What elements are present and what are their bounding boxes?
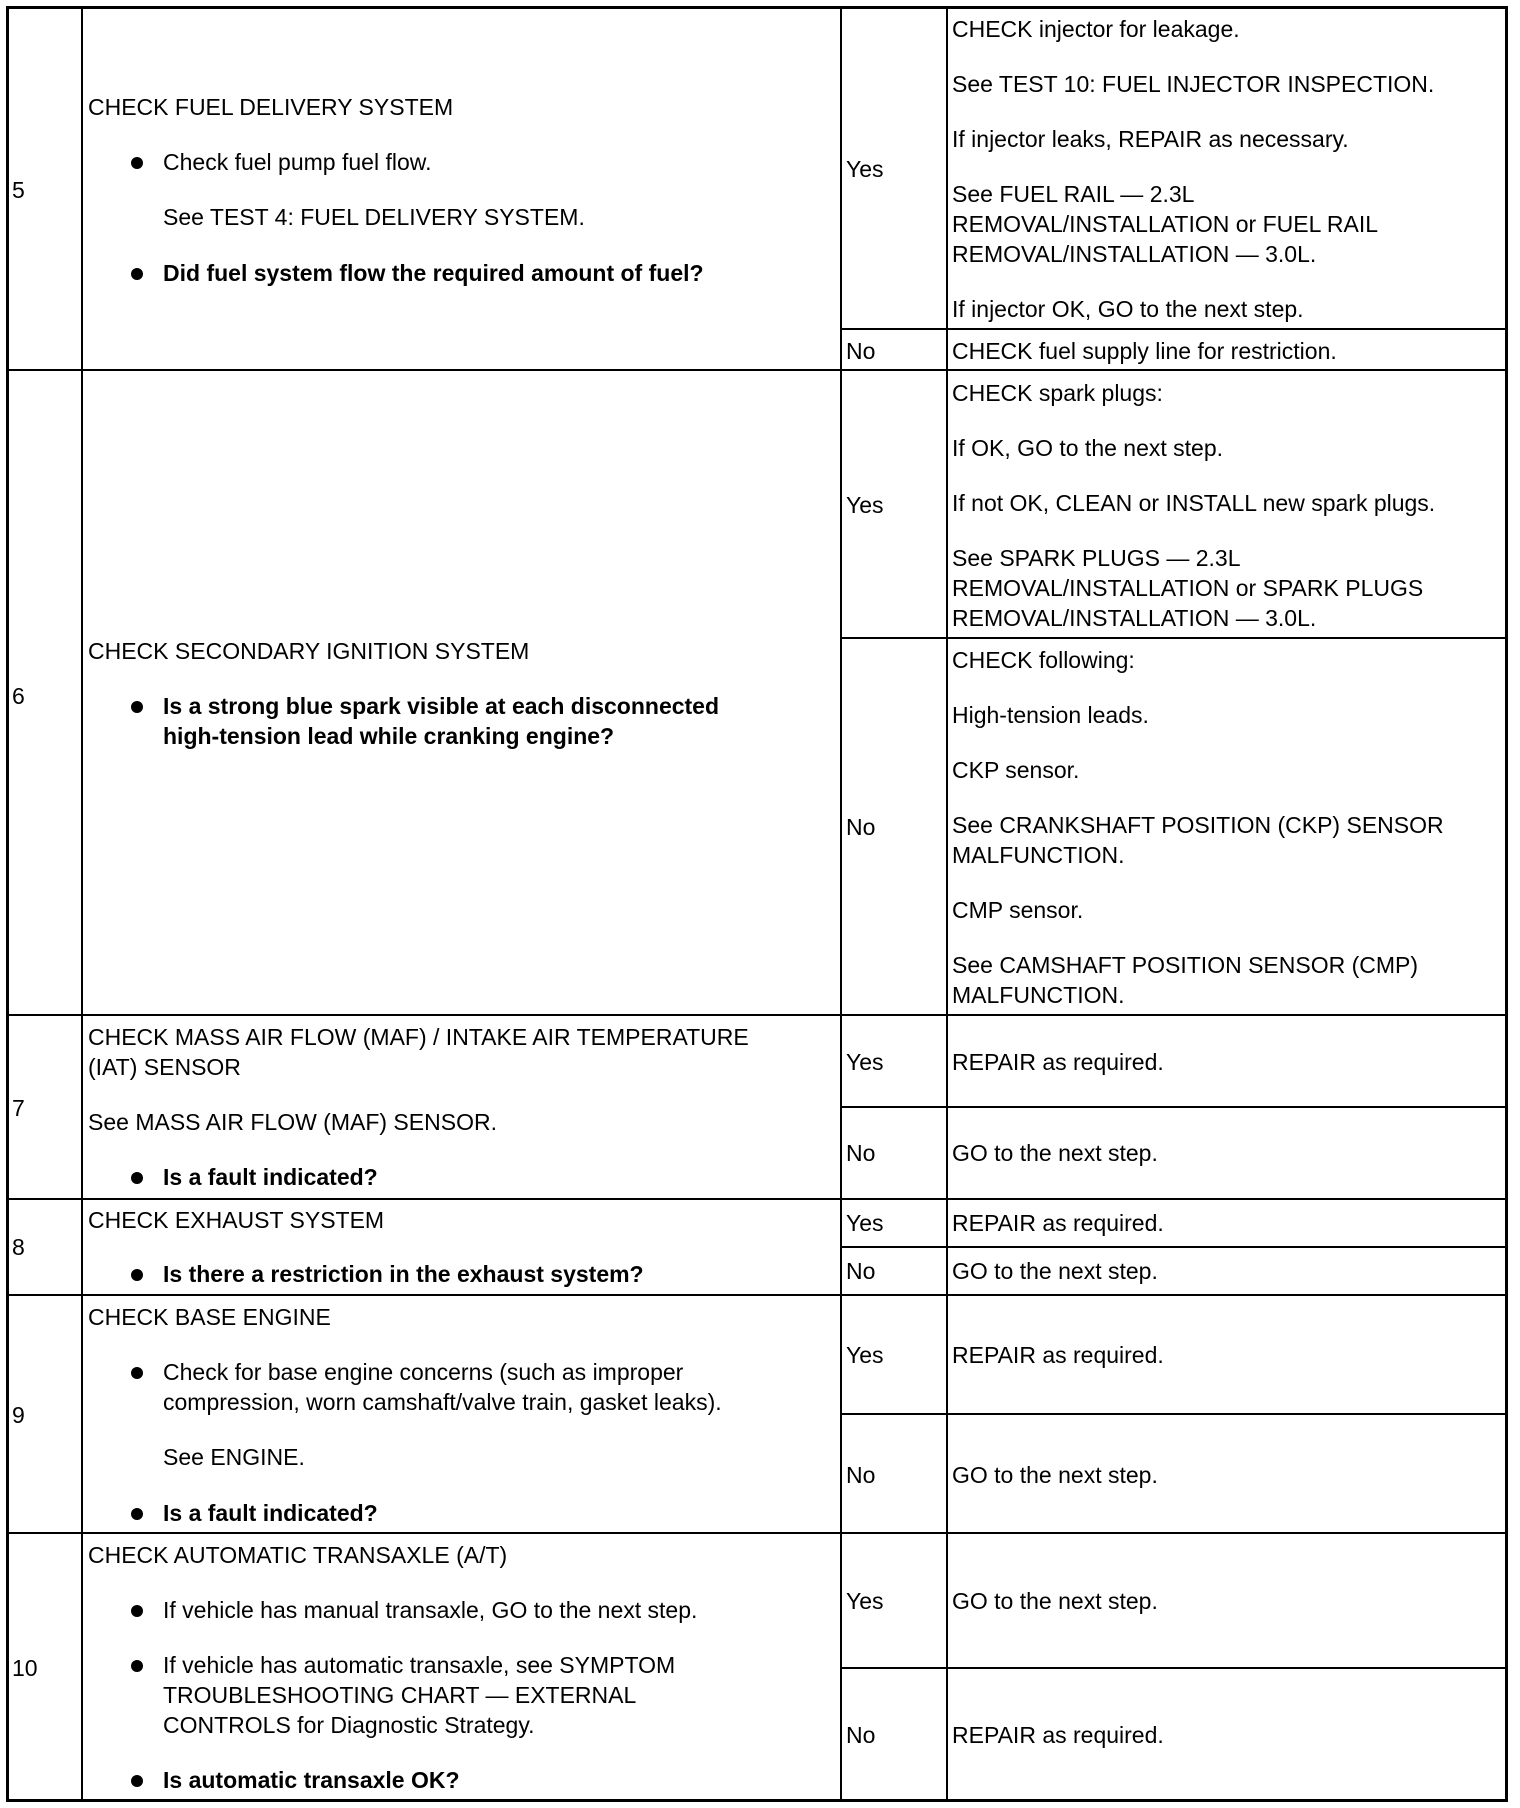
step-title: CHECK MASS AIR FLOW (MAF) / INTAKE AIR TEMPERATURE — [88, 1024, 749, 1050]
yes-label: Yes — [846, 1342, 884, 1368]
yes-action: If not OK, CLEAN or INSTALL new spark plugs. — [952, 490, 1436, 516]
yes-label: Yes — [846, 1588, 884, 1614]
yes-action: See FUEL RAIL — 2.3L — [952, 181, 1195, 207]
no-action: High-tension leads. — [952, 702, 1149, 728]
step-number: 5 — [12, 177, 25, 203]
row-divider — [6, 1014, 1508, 1016]
step-title: CHECK FUEL DELIVERY SYSTEM — [88, 94, 454, 120]
yes-action: See SPARK PLUGS — 2.3L — [952, 545, 1241, 571]
step-number: 9 — [12, 1402, 25, 1428]
no-action: CHECK following: — [952, 647, 1135, 673]
yes-action: GO to the next step. — [952, 1588, 1158, 1614]
yes-action: REMOVAL/INSTALLATION — 3.0L. — [952, 605, 1317, 631]
row-divider — [6, 1532, 1508, 1534]
step-instruction: If vehicle has automatic transaxle, see SYMPTOM — [163, 1652, 676, 1678]
answer-divider — [840, 637, 1508, 639]
no-action: REPAIR as required. — [952, 1722, 1164, 1748]
no-action: MALFUNCTION. — [952, 982, 1125, 1008]
yes-action: CHECK spark plugs: — [952, 380, 1163, 406]
step-question: high-tension lead while cranking engine? — [163, 723, 615, 749]
answer-divider — [840, 1106, 1508, 1108]
step-instruction: Check fuel pump fuel flow. — [163, 149, 432, 175]
step-instruction: compression, worn camshaft/valve train, gasket leaks). — [163, 1389, 722, 1415]
step-title: CHECK AUTOMATIC TRANSAXLE (A/T) — [88, 1542, 508, 1568]
step-number: 8 — [12, 1234, 25, 1260]
step-question: Is a fault indicated? — [163, 1164, 378, 1190]
no-action: GO to the next step. — [952, 1258, 1158, 1284]
no-label: No — [846, 1722, 876, 1748]
step-question: Is there a restriction in the exhaust system? — [163, 1261, 644, 1287]
no-action: See CRANKSHAFT POSITION (CKP) SENSOR — [952, 812, 1444, 838]
no-label: No — [846, 338, 876, 364]
row-divider — [6, 1294, 1508, 1296]
step-question: Is automatic transaxle OK? — [163, 1767, 460, 1793]
no-label: No — [846, 1140, 876, 1166]
yes-action: REMOVAL/INSTALLATION — 3.0L. — [952, 241, 1317, 267]
yes-action: See TEST 10: FUEL INJECTOR INSPECTION. — [952, 71, 1435, 97]
step-instruction: Check for base engine concerns (such as improper — [163, 1359, 684, 1385]
row-divider — [6, 369, 1508, 371]
answer-divider — [840, 1667, 1508, 1669]
step-instruction: TROUBLESHOOTING CHART — EXTERNAL — [163, 1682, 637, 1708]
bullet-icon — [131, 1605, 143, 1617]
yes-action: REPAIR as required. — [952, 1342, 1164, 1368]
step-reference: See MASS AIR FLOW (MAF) SENSOR. — [88, 1109, 497, 1135]
row-divider — [6, 1198, 1508, 1200]
bullet-icon — [131, 1508, 143, 1520]
yes-label: Yes — [846, 1210, 884, 1236]
answer-divider — [840, 328, 1508, 330]
bullet-icon — [131, 1775, 143, 1787]
step-number: 10 — [12, 1655, 38, 1681]
yes-action: If OK, GO to the next step. — [952, 435, 1224, 461]
table-border-bottom — [6, 1799, 1508, 1802]
step-title: CHECK SECONDARY IGNITION SYSTEM — [88, 638, 530, 664]
no-action: MALFUNCTION. — [952, 842, 1125, 868]
bullet-icon — [131, 157, 143, 169]
answer-divider — [840, 1413, 1508, 1415]
step-number: 7 — [12, 1095, 25, 1121]
no-action: See CAMSHAFT POSITION SENSOR (CMP) — [952, 952, 1419, 978]
step-question: Did fuel system flow the required amount of fuel? — [163, 260, 704, 286]
no-action: CHECK fuel supply line for restriction. — [952, 338, 1337, 364]
step-instruction: CONTROLS for Diagnostic Strategy. — [163, 1712, 535, 1738]
answer-divider — [840, 1246, 1508, 1248]
no-action: GO to the next step. — [952, 1462, 1158, 1488]
step-instruction: If vehicle has manual transaxle, GO to the next step. — [163, 1597, 698, 1623]
step-question: Is a fault indicated? — [163, 1500, 378, 1526]
no-label: No — [846, 814, 876, 840]
yes-action: REPAIR as required. — [952, 1210, 1164, 1236]
bullet-icon — [131, 268, 143, 280]
yes-action: If injector OK, GO to the next step. — [952, 296, 1304, 322]
bullet-icon — [131, 1172, 143, 1184]
yes-label: Yes — [846, 156, 884, 182]
yes-action: CHECK injector for leakage. — [952, 16, 1240, 42]
no-action: CMP sensor. — [952, 897, 1084, 923]
yes-action: REMOVAL/INSTALLATION or FUEL RAIL — [952, 211, 1379, 237]
no-action: GO to the next step. — [952, 1140, 1158, 1166]
yes-action: If injector leaks, REPAIR as necessary. — [952, 126, 1349, 152]
table-border-top — [6, 6, 1508, 9]
no-action: CKP sensor. — [952, 757, 1080, 783]
yes-action: REPAIR as required. — [952, 1049, 1164, 1075]
step-number: 6 — [12, 683, 25, 709]
bullet-icon — [131, 701, 143, 713]
no-label: No — [846, 1258, 876, 1284]
step-title: CHECK BASE ENGINE — [88, 1304, 331, 1330]
bullet-icon — [131, 1269, 143, 1281]
step-reference: See TEST 4: FUEL DELIVERY SYSTEM. — [163, 204, 585, 230]
step-title: CHECK EXHAUST SYSTEM — [88, 1207, 385, 1233]
bullet-icon — [131, 1367, 143, 1379]
yes-action: REMOVAL/INSTALLATION or SPARK PLUGS — [952, 575, 1424, 601]
step-reference: See ENGINE. — [163, 1444, 305, 1470]
yes-label: Yes — [846, 1049, 884, 1075]
yes-label: Yes — [846, 492, 884, 518]
step-title: (IAT) SENSOR — [88, 1054, 241, 1080]
step-question: Is a strong blue spark visible at each disconnected — [163, 693, 720, 719]
no-label: No — [846, 1462, 876, 1488]
bullet-icon — [131, 1660, 143, 1672]
